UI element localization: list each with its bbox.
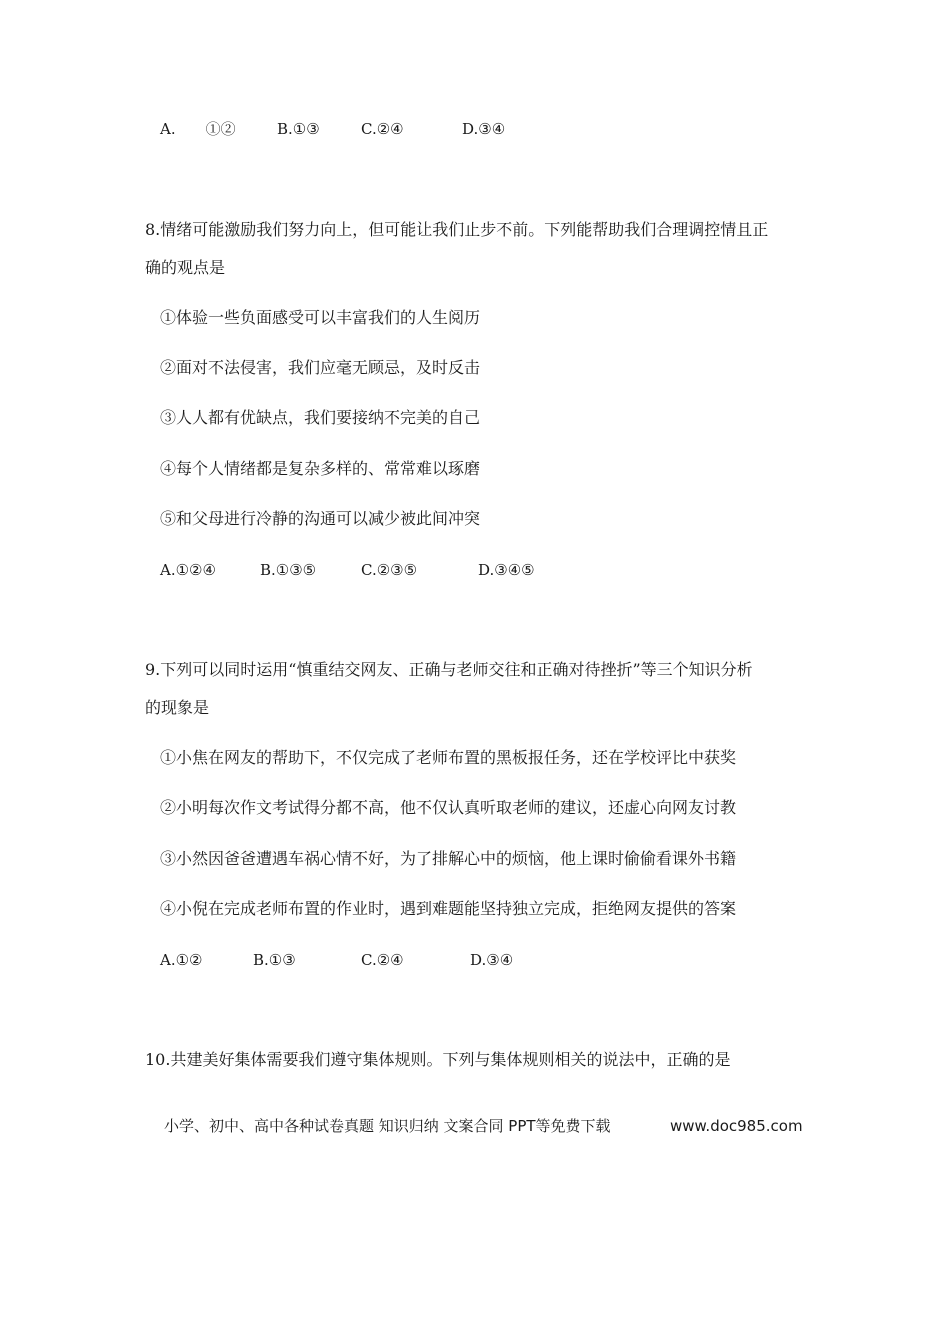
q8-item-4: ④每个人情绪都是复杂多样的、常常难以琢磨 bbox=[160, 459, 481, 478]
q8-option-b: B.①③⑤ bbox=[260, 561, 317, 579]
q7-option-c: C.②④ bbox=[361, 120, 404, 138]
q9-stem-line1: 9.下列可以同时运用“慎重结交网友、正确与老师交往和正确对待挫折”等三个知识分析 bbox=[145, 660, 753, 679]
q9-option-d: D.③④ bbox=[470, 951, 514, 969]
q7-options bbox=[160, 119, 580, 139]
page-footer bbox=[164, 1116, 803, 1136]
q9-item-1: ①小焦在网友的帮助下，不仅完成了老师布置的黑板报任务，还在学校评比中获奖 bbox=[160, 748, 737, 767]
q9-item-3: ③小然因爸爸遭遇车祸心情不好，为了排解心中的烦恼，他上课时偷偷看课外书籍 bbox=[160, 849, 737, 868]
q9-option-c: C.②④ bbox=[361, 951, 404, 969]
q9-item-2: ②小明每次作文考试得分都不高，他不仅认真听取老师的建议，还虚心向网友讨教 bbox=[160, 798, 737, 817]
q8-stem-line1: 8.情绪可能激励我们努力向上，但可能让我们止步不前。下列能帮助我们合理调控情且正 bbox=[145, 220, 769, 239]
q8-item-1: ①体验一些负面感受可以丰富我们的人生阅历 bbox=[160, 308, 481, 327]
q8-item-3: ③人人都有优缺点，我们要接纳不完美的自己 bbox=[160, 408, 481, 427]
q7-option-d: D.③④ bbox=[462, 120, 506, 138]
q8-option-c: C.②③⑤ bbox=[361, 561, 418, 579]
q7-option-a: A. ①② bbox=[160, 120, 236, 138]
q9-options bbox=[160, 950, 580, 970]
q9-item-4: ④小倪在完成老师布置的作业时，遇到难题能坚持独立完成，拒绝网友提供的答案 bbox=[160, 899, 737, 918]
footer-text: 小学、初中、高中各种试卷真题 知识归纳 文案合同 PPT等免费下载 bbox=[164, 1117, 611, 1135]
q9-stem-line2: 的现象是 bbox=[145, 698, 210, 717]
q8-options bbox=[160, 560, 580, 580]
q8-stem-line2: 确的观点是 bbox=[145, 258, 226, 277]
footer-site: www.doc985.com bbox=[670, 1117, 803, 1135]
q9-option-b: B.①③ bbox=[253, 951, 296, 969]
q9-option-a: A.①② bbox=[160, 951, 203, 969]
q7-option-b: B.①③ bbox=[277, 120, 320, 138]
q8-option-d: D.③④⑤ bbox=[478, 561, 535, 579]
q8-item-5: ⑤和父母进行冷静的沟通可以减少被此间冲突 bbox=[160, 509, 481, 528]
q8-item-2: ②面对不法侵害，我们应毫无顾忌，及时反击 bbox=[160, 358, 481, 377]
q10-stem-line1: 10.共建美好集体需要我们遵守集体规则。下列与集体规则相关的说法中，正确的是 bbox=[145, 1050, 731, 1069]
q8-option-a: A.①②④ bbox=[160, 561, 216, 579]
